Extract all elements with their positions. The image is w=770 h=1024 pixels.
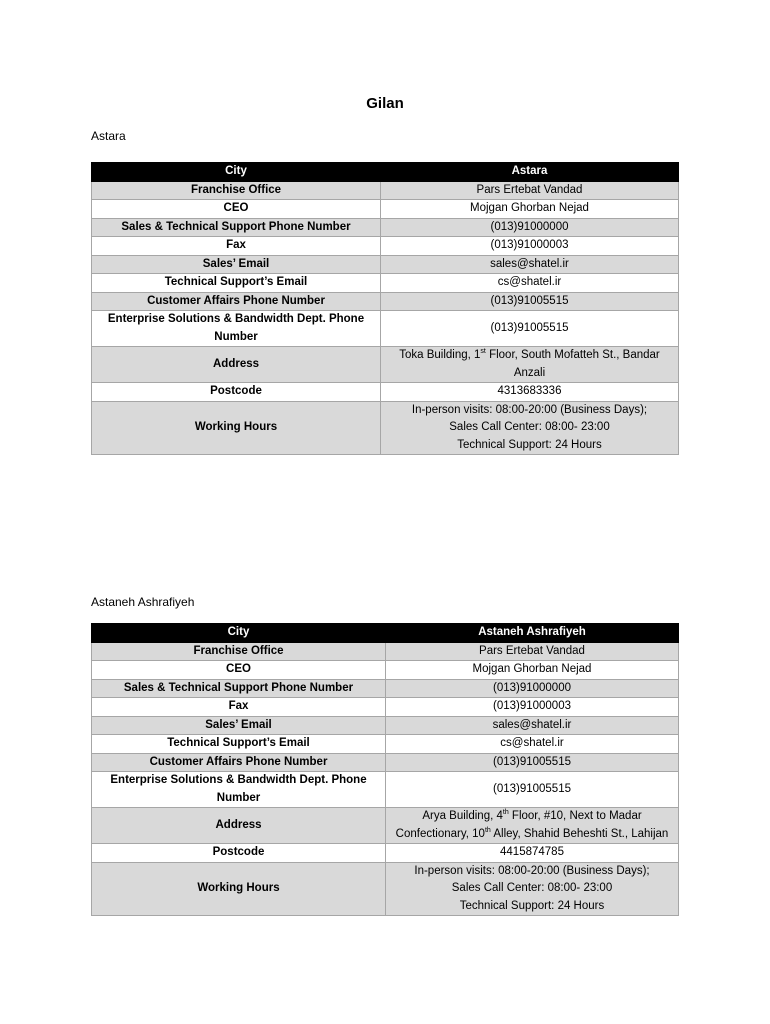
row-label: Franchise Office (92, 642, 386, 661)
row-label: Working Hours (92, 862, 386, 916)
table-row (92, 753, 679, 772)
table-row (92, 808, 679, 844)
row-value: cs@shatel.ir (381, 274, 679, 293)
row-value: 4313683336 (381, 383, 679, 402)
row-label: Fax (92, 237, 381, 256)
row-value: 4415874785 (386, 844, 679, 863)
row-label: Enterprise Solutions & Bandwidth Dept. Phone Number (92, 311, 381, 347)
address-text: Alley, Shahid Beheshti St., Lahijan (490, 827, 669, 840)
header-cell-value: Astara (381, 163, 679, 182)
row-value: (013)91000000 (381, 218, 679, 237)
table-row (92, 311, 679, 347)
row-value: Mojgan Ghorban Nejad (381, 200, 679, 219)
table-row (92, 200, 679, 219)
table-header-row (92, 624, 679, 643)
row-label: Technical Support’s Email (92, 735, 386, 754)
table-row (92, 181, 679, 200)
row-label: Fax (92, 698, 386, 717)
row-label: Enterprise Solutions & Bandwidth Dept. Phone Number (92, 772, 386, 808)
table-row (92, 661, 679, 680)
row-value: (013)91005515 (386, 772, 679, 808)
row-value: Pars Ertebat Vandad (386, 642, 679, 661)
row-label: Address (92, 347, 381, 383)
row-label: Technical Support’s Email (92, 274, 381, 293)
working-hours-line: Sales Call Center: 08:00- 23:00 (449, 421, 610, 433)
table-row (92, 679, 679, 698)
row-value: (013)91000003 (381, 237, 679, 256)
page-title: Gilan (366, 95, 404, 112)
working-hours-line: In-person visits: 08:00-20:00 (Business Days); (414, 864, 650, 877)
row-value: (013)91000000 (386, 679, 679, 698)
table-row (92, 844, 679, 863)
address-text: Arya Building, 4 (422, 810, 503, 822)
info-table-astara (91, 162, 679, 455)
row-label: Franchise Office (92, 181, 381, 200)
row-value: (013)91005515 (386, 753, 679, 772)
address-text: Toka Building, 1 (399, 349, 481, 361)
row-label: Address (92, 808, 386, 844)
row-label: Postcode (92, 383, 381, 402)
address-text: Floor, #10, Next to Madar Confectionary, 10 (395, 810, 642, 840)
table-row (92, 237, 679, 256)
table-row (92, 218, 679, 237)
ordinal-suffix: st (480, 348, 486, 356)
row-value: Pars Ertebat Vandad (381, 181, 679, 200)
row-label: Sales’ Email (92, 716, 386, 735)
row-value: cs@shatel.ir (386, 735, 679, 754)
working-hours-line: Technical Support: 24 Hours (457, 438, 602, 451)
working-hours-line: Technical Support: 24 Hours (459, 899, 605, 912)
table-row (92, 401, 679, 455)
header-cell-label: City (92, 624, 386, 643)
row-value (386, 862, 679, 916)
working-hours-line: Sales Call Center: 08:00- 23:00 (451, 882, 613, 894)
row-label: CEO (92, 200, 381, 219)
row-value (381, 401, 679, 455)
row-value (386, 808, 679, 844)
row-label: Sales & Technical Support Phone Number (92, 679, 386, 698)
row-value: (013)91000003 (386, 698, 679, 717)
section-label-astara: Astara (91, 129, 126, 143)
header-cell-label: City (92, 163, 381, 182)
row-value: Mojgan Ghorban Nejad (386, 661, 679, 680)
row-label: Sales & Technical Support Phone Number (92, 218, 381, 237)
info-table-astaneh-ashrafiyeh (91, 623, 679, 916)
row-label: Sales’ Email (92, 255, 381, 274)
row-label: Working Hours (92, 401, 381, 455)
ordinal-suffix: th (484, 826, 491, 834)
row-label: Customer Affairs Phone Number (92, 753, 386, 772)
table-row (92, 255, 679, 274)
ordinal-suffix: th (502, 809, 509, 817)
table-header-row (92, 163, 679, 182)
table-row (92, 383, 679, 402)
table-row (92, 772, 679, 808)
table-row (92, 698, 679, 717)
working-hours-line: In-person visits: 08:00-20:00 (Business Days); (411, 403, 648, 416)
table-row (92, 716, 679, 735)
table-row (92, 292, 679, 311)
table-row (92, 274, 679, 293)
row-value: (013)91005515 (381, 292, 679, 311)
row-label: Postcode (92, 844, 386, 863)
table-row (92, 862, 679, 916)
row-value (381, 347, 679, 383)
row-label: CEO (92, 661, 386, 680)
table-row (92, 735, 679, 754)
address-text: Floor, South Mofatteh St., Bandar Anzali (485, 349, 660, 379)
row-value: sales@shatel.ir (386, 716, 679, 735)
header-cell-value: Astaneh Ashrafiyeh (386, 624, 679, 643)
row-value: (013)91005515 (381, 311, 679, 347)
row-label: Customer Affairs Phone Number (92, 292, 381, 311)
row-value: sales@shatel.ir (381, 255, 679, 274)
table-row (92, 642, 679, 661)
table-row (92, 347, 679, 383)
section-label-astaneh-ashrafiyeh: Astaneh Ashrafiyeh (91, 595, 195, 609)
